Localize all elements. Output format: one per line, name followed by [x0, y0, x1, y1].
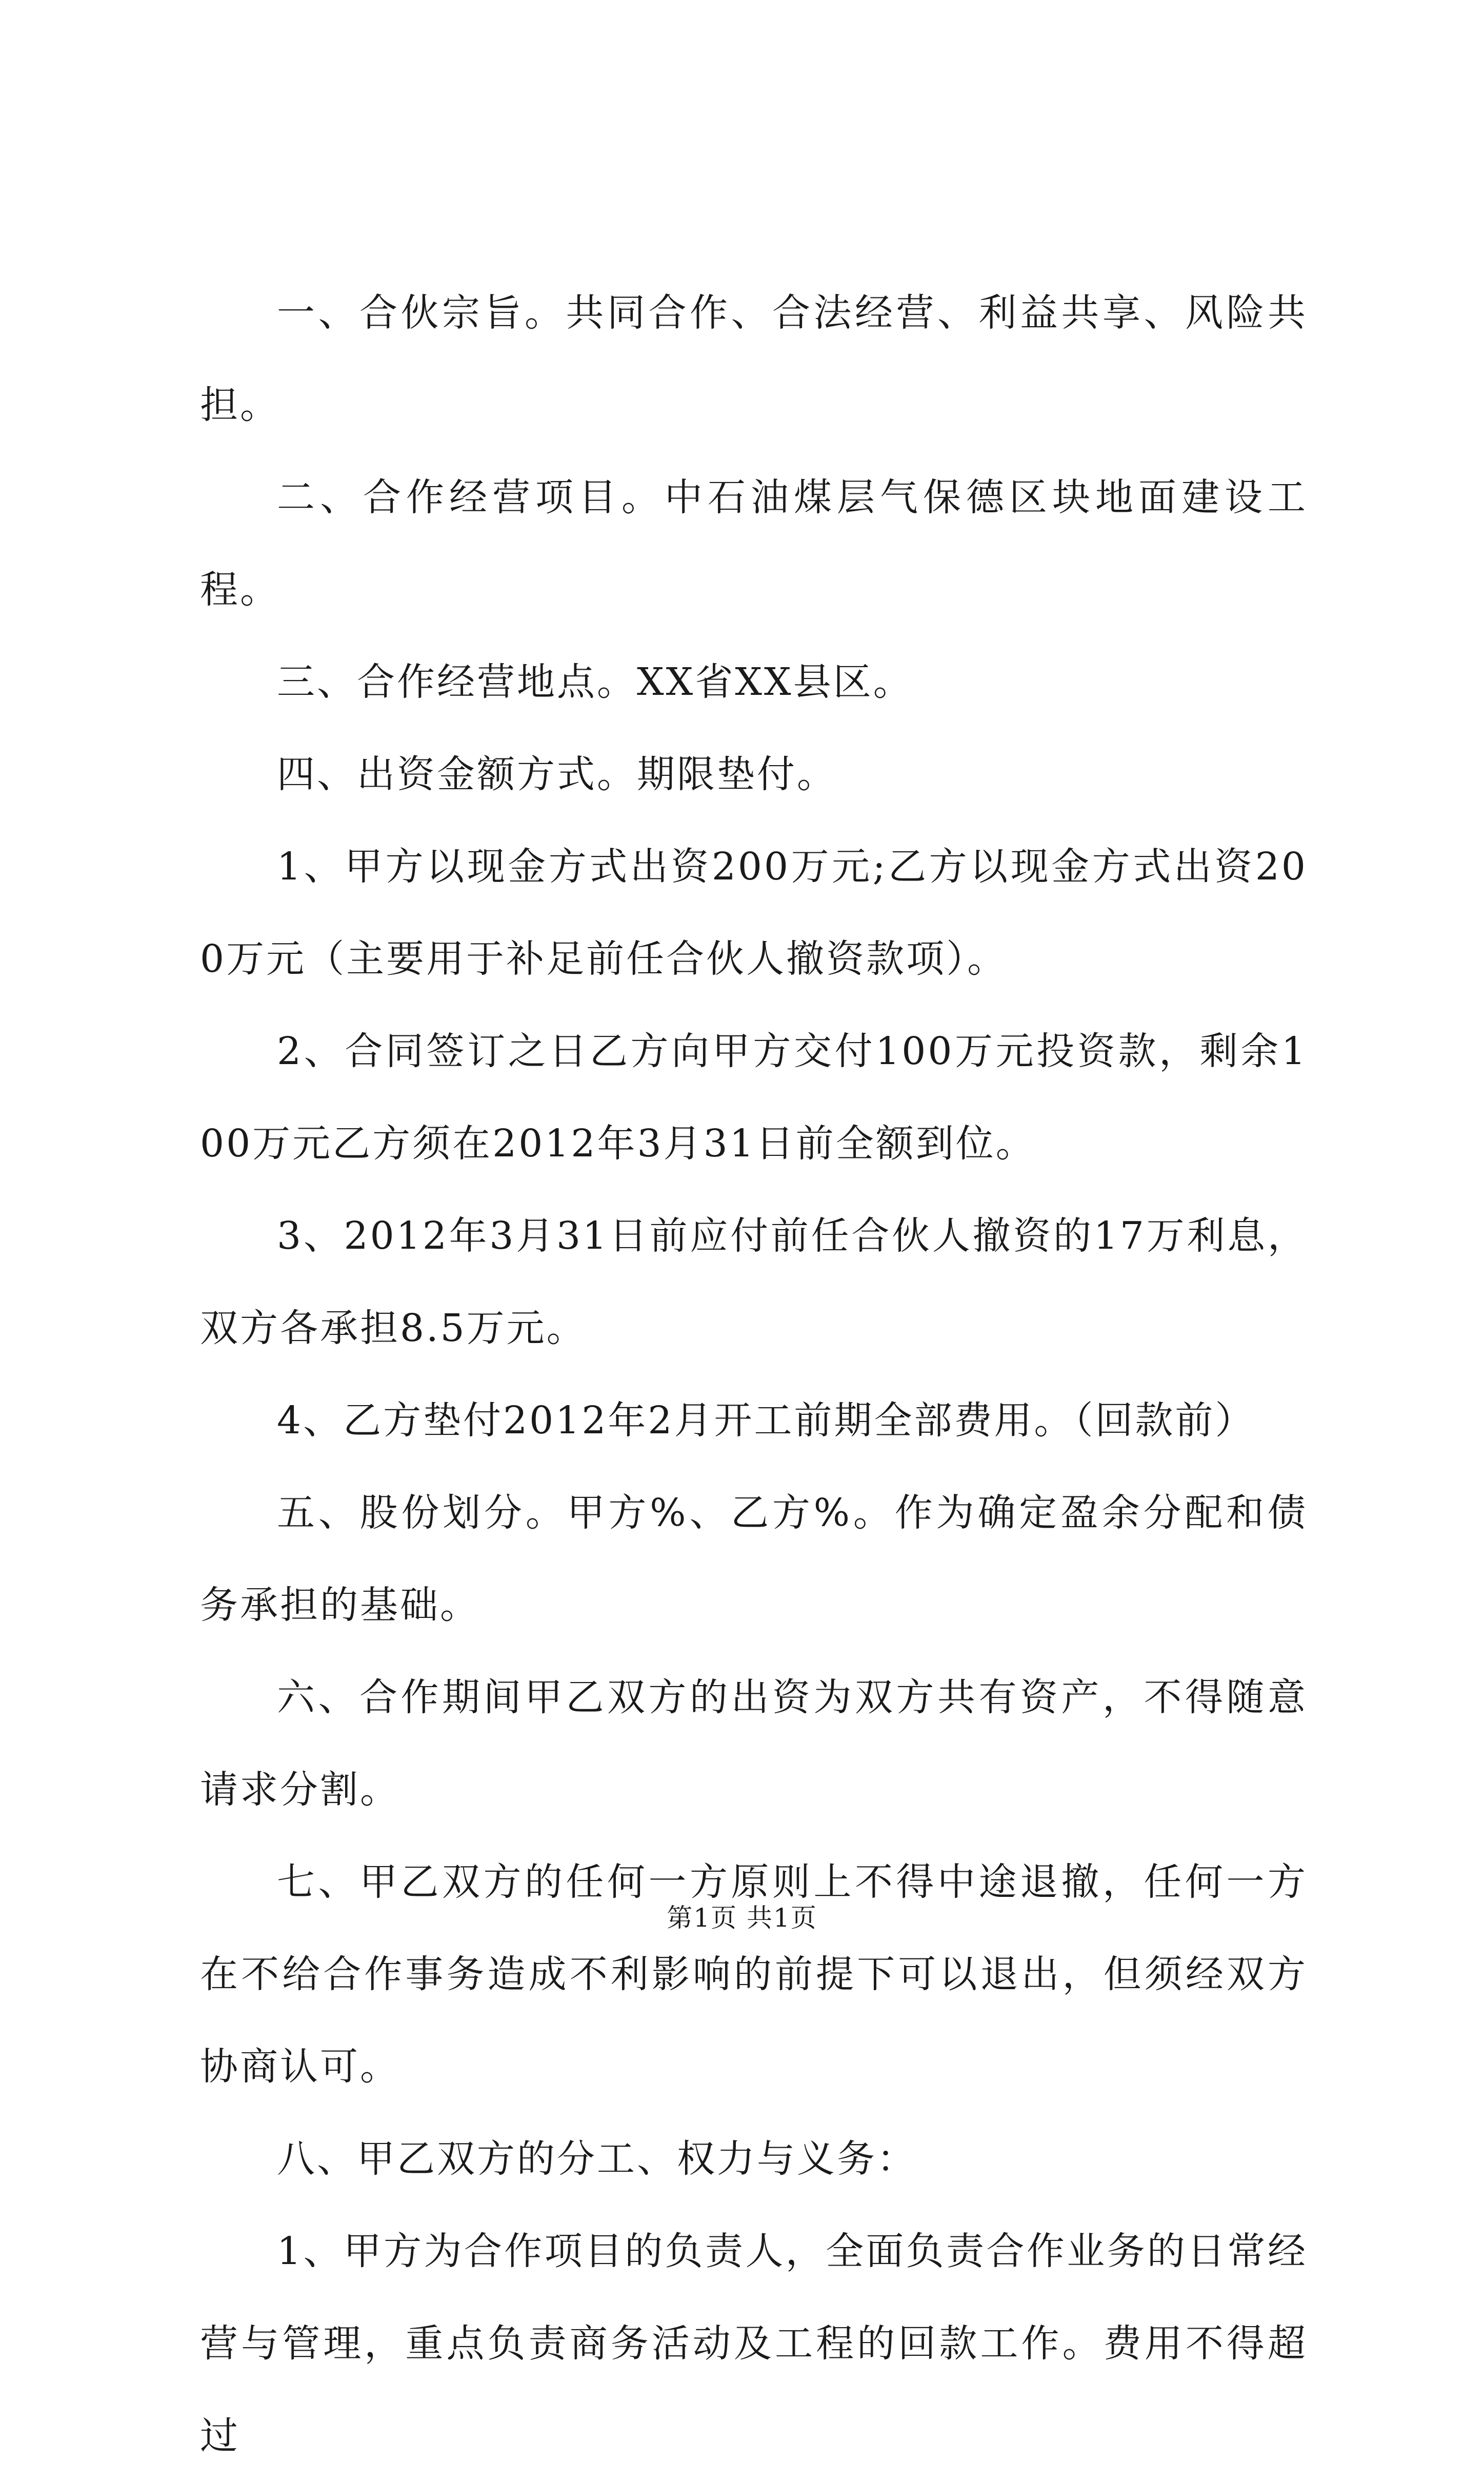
- paragraph-purpose: 一、合伙宗旨。共同合作、合法经营、利益共享、风险共担。: [200, 291, 1308, 427]
- paragraph-capital-item-2: 2、合同签订之日乙方向甲方交付100万元投资款，剩余100万元乙方须在2012年3月31日前全额到位。: [200, 1029, 1308, 1166]
- paragraph-capital-item-4: 4、乙方垫付2012年2月开工前期全部费用。（回款前）: [277, 1398, 1255, 1443]
- paragraph-capital: 四、出资金额方式。期限垫付。: [277, 752, 837, 796]
- paragraph-capital-item-1: 1、甲方以现金方式出资200万元;乙方以现金方式出资200万元（主要用于补足前任合伙人撤资款项）。: [200, 845, 1308, 981]
- paragraph-duties: 八、甲乙双方的分工、权力与义务：: [277, 2137, 917, 2181]
- paragraph-location: 三、合作经营地点。XX省XX县区。: [277, 660, 913, 704]
- page-footer: 第1页 共1页: [667, 1903, 817, 1933]
- document-body: [200, 267, 1308, 2482]
- paragraph-shares: 五、股份划分。甲方%、乙方%。作为确定盈余分配和债务承担的基础。: [200, 1491, 1308, 1627]
- paragraph-capital-item-3: 3、2012年3月31日前应付前任合伙人撤资的17万利息，双方各承担8.5万元。: [200, 1214, 1308, 1350]
- paragraph-joint-assets: 六、合作期间甲乙双方的出资为双方共有资产，不得随意请求分割。: [200, 1675, 1308, 1812]
- paragraph-duties-item-1: 1、甲方为合作项目的负责人，全面负责合作业务的日常经营与管理，重点负责商务活动及工程的回款工作。费用不得超过: [200, 2229, 1308, 2458]
- paragraph-project: 二、合作经营项目。中石油煤层气保德区块地面建设工程。: [200, 475, 1308, 612]
- paragraph-withdrawal: 七、甲乙双方的任何一方原则上不得中途退撤，任何一方在不给合作事务造成不利影响的前提下可以退出，但须经双方协商认可。: [200, 1860, 1308, 2089]
